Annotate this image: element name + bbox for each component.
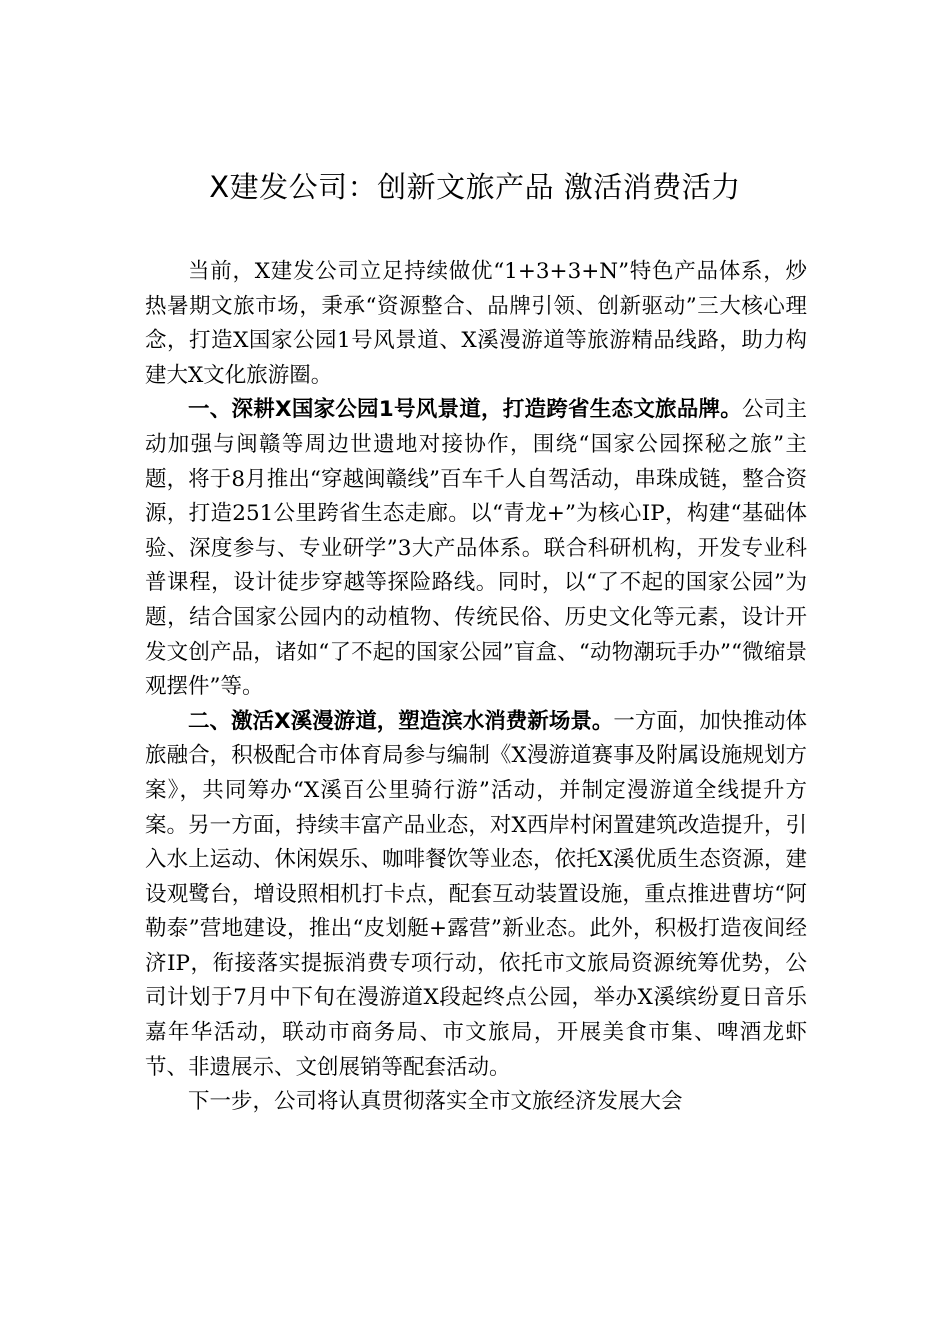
section-two-heading: 二、激活X溪漫游道，塑造滨水消费新场景。 — [188, 708, 614, 734]
document-body — [145, 255, 807, 1120]
section-one-text: 公司主动加强与闽赣等周边世遗地对接协作，围绕“国家公园探秘之旅”主题，将于8月推出“穿越闽赣线”百车千人自驾活动，串珠成链，整合资源，打造251公里跨省生态走廊。以“青龙+”为核心IP，构建“基础体验、深度参与、专业研学”3大产品体系。联合科研机构，开发专业科普课程，设计徒步穿越等探险路线。同时，以“了不起的国家公园”为题，结合国家公园内的动植物、传统民俗、历史文化等元素，设计开发文创产品，诸如“了不起的国家公园”盲盒、“动物潮玩手办”“微缩景观摆件”等。 — [145, 397, 807, 700]
section-two-text: 一方面，加快推动体旅融合，积极配合市体育局参与编制《X漫游道赛事及附属设施规划方案》，共同筹办“X溪百公里骑行游”活动，并制定漫游道全线提升方案。另一方面，持续丰富产品业态，对X西岸村闲置建筑改造提升，引入水上运动、休闲娱乐、咖啡餐饮等业态，依托X溪优质生态资源，建设观鹭台，增设照相机打卡点，配套互动装置设施，重点推进曹坊“阿勒泰”营地建设，推出“皮划艇+露营”新业态。此外，积极打造夜间经济IP，衔接落实提振消费专项行动，依托市文旅局资源统筹优势，公司计划于7月中下旬在漫游道X段起终点公园，举办X溪缤纷夏日音乐嘉年华活动，联动市商务局、市文旅局，开展美食市集、啤酒龙虾节、非遗展示、文创展销等配套活动。 — [145, 708, 807, 1080]
paragraph-intro — [145, 255, 807, 393]
paragraph-section-one — [145, 393, 807, 704]
paragraph-intro-text: 当前，X建发公司立足持续做优“1+3+3+N”特色产品体系，炒热暑期文旅市场，秉承“资源整合、品牌引领、创新驱动”三大核心理念，打造X国家公园1号风景道、X溪漫游道等旅游精品线路，助力构建大X文化旅游圈。 — [145, 259, 807, 388]
paragraph-next-step — [145, 1085, 807, 1120]
document-title: X建发公司：创新文旅产品 激活消费活力 — [209, 170, 741, 204]
next-step-text: 下一步，公司将认真贯彻落实全市文旅经济发展大会 — [188, 1089, 683, 1115]
paragraph-section-two — [145, 705, 807, 1086]
section-one-heading: 一、深耕X国家公园1号风景道，打造跨省生态文旅品牌。 — [188, 397, 742, 423]
